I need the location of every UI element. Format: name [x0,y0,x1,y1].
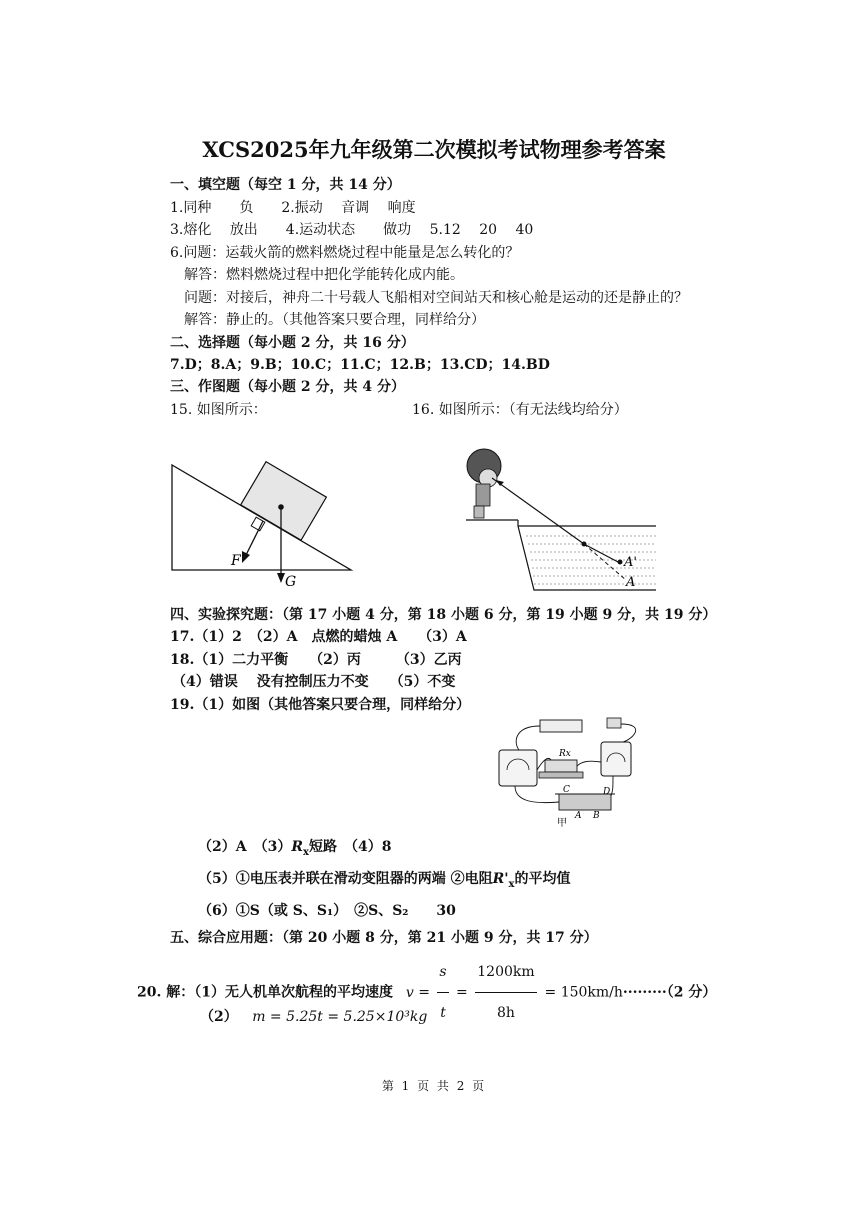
section-drawing-heading: 三、作图题（每小题 2 分，共 4 分） [170,379,405,395]
image-point-label: A' [624,555,637,570]
fill-answer-line-2: 3.熔化 放出 4.运动状态 做功 5.12 20 40 [170,222,534,238]
v-value-fraction: $\frac{1200km}{8h}$ [475,952,536,1033]
circuit-d-label: D [603,787,611,797]
section-comprehensive-heading: 五、综合应用题：（第 20 小题 8 分，第 21 小题 9 分，共 17 分） [170,930,598,946]
section-choice-heading: 二、选择题（每小题 2 分，共 16 分） [170,335,415,351]
fill-answer-line-3: 6.问题：运载火箭的燃料燃烧过程中能量是怎么转化的？ [170,245,520,261]
circuit-jia-label: 甲 [557,818,567,829]
object-point-label: A [626,575,636,590]
incline-force-diagram [165,455,365,595]
q18-answer-b: （4）错误 没有控制压力不变 （5）不变 [172,674,456,690]
fill-answer-line-6: 解答：静止的。（其他答案只要合理，同样给分） [184,312,485,328]
circuit-c-label: C [563,785,570,795]
circuit-diagram [495,712,655,832]
q15-label: 15. 如图所示： [170,402,267,418]
section-experiment-heading: 四、实验探究题：（第 17 小题 4 分，第 18 小题 6 分，第 19 小题 9 分，共 19 分） [170,607,717,623]
circuit-rx-label: Rx [559,749,571,759]
q18-answer-a: 18.（1）二力平衡 （2）丙 （3）乙丙 [170,652,462,668]
q17-answer: 17.（1）2 （2）A 点燃的蜡烛 A （3）A [170,629,467,645]
force-g-label: G [285,574,297,590]
fill-answer-line-4: 解答：燃料燃烧过程中把化学能转化成内能。 [184,267,464,283]
q20-part1: 20. 解：（1）无人机单次航程的平均速度 v = $\frac{s}{t}$ = $\frac{1200km}{8h}$ = 150km/h·········（2 分） [137,952,716,992]
fill-answer-line-1: 1.同种 负 2.振动 音调 响度 [170,200,416,216]
q19-answer-b: （2）A $(3)R_x$短路 （4）8 [198,839,392,858]
refraction-diagram [460,440,660,600]
fill-answer-line-5: 问题：对接后，神舟二十号载人飞船相对空间站天和核心舱是运动的还是静止的？ [184,290,688,306]
q19-answer-c: （5）①电压表并联在滑动变阻器的两端 ②电阻$R'_x$的平均值 [198,871,571,890]
section-fill-heading: 一、填空题（每空 1 分，共 14 分） [170,177,401,193]
q16-label: 16. 如图所示：（有无法线均给分） [412,402,628,418]
circuit-a-label: A [575,811,582,821]
q19-answer-a: 19.（1）如图（其他答案只要合理，同样给分） [170,697,471,713]
page-title: XCS2025年九年级第二次模拟考试物理参考答案 [202,137,666,162]
q20-part2: （2） m = 5.25t = 5.25×10³kg [200,1009,428,1025]
choice-answers: 7.D；8.A；9.B；10.C；11.C；12.B；13.CD；14.BD [170,357,550,373]
page-footer: 第 1 页 共 2 页 [381,1079,487,1093]
circuit-b-label: B [593,811,600,821]
v-formula-fraction: $\frac{s}{t}$ [437,952,448,1033]
q19-answer-d: （6）①S（或 S、S₁） ②S、S₂ 30 [198,903,456,919]
force-f-label: F [231,553,241,569]
